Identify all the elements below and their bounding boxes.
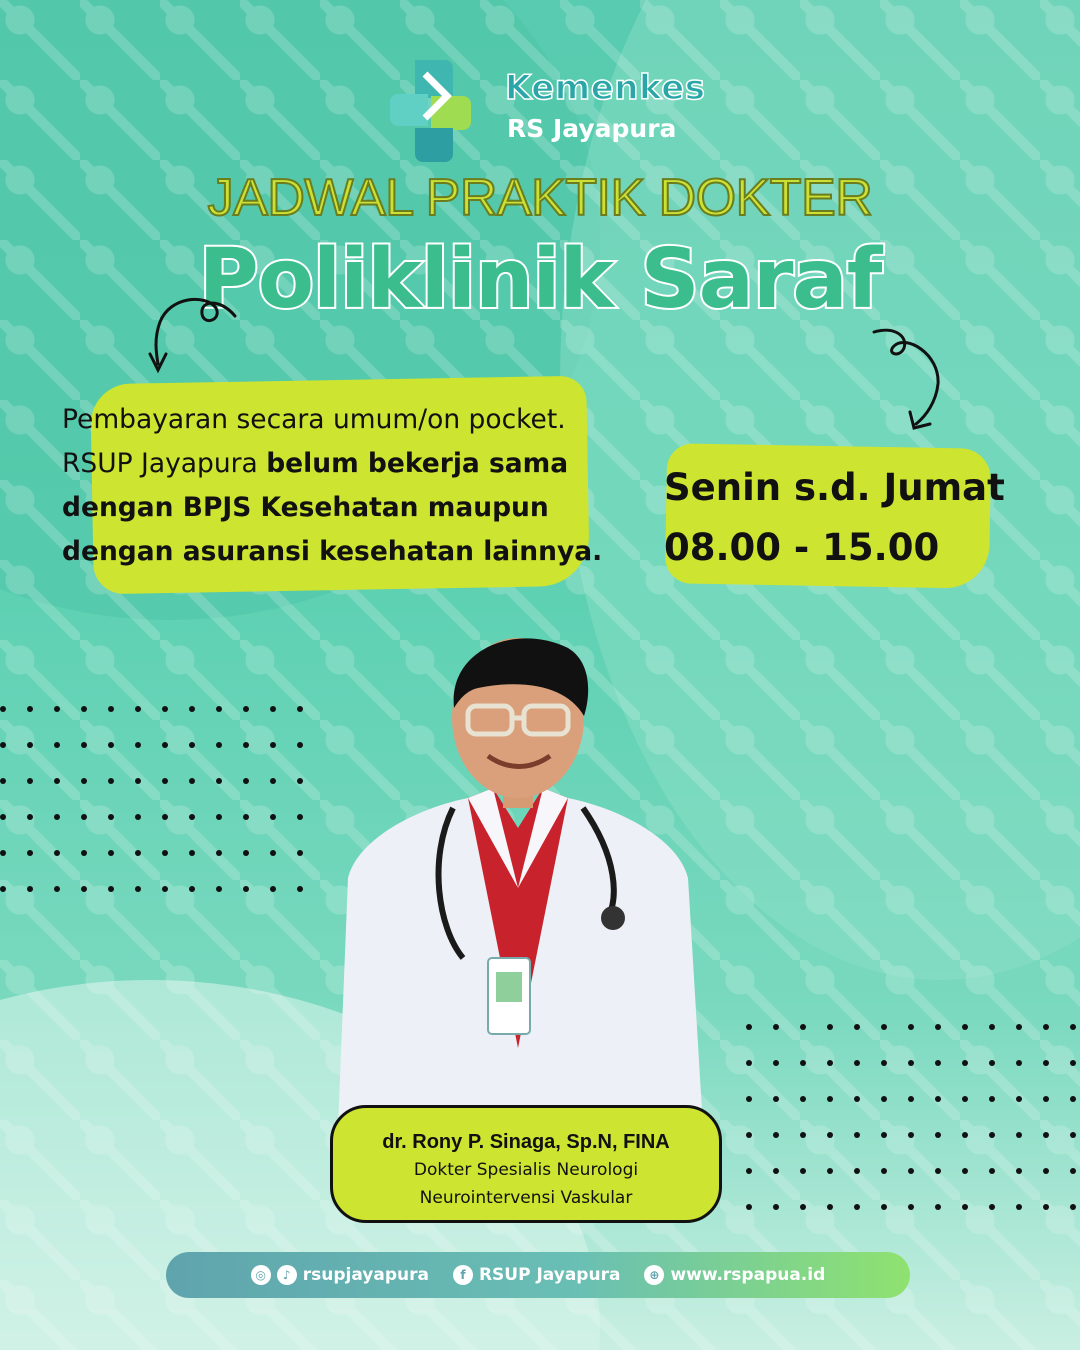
decor-dot <box>962 1168 968 1174</box>
decor-dot <box>81 886 87 892</box>
decor-dot <box>297 850 303 856</box>
decor-dot <box>989 1060 995 1066</box>
decor-dot <box>108 850 114 856</box>
logo-unit-text: RS Jayapura <box>507 114 677 143</box>
decor-dot <box>216 706 222 712</box>
decor-dot <box>216 850 222 856</box>
decor-dot <box>908 1096 914 1102</box>
kemenkes-logo <box>385 52 705 162</box>
decor-dot <box>773 1060 779 1066</box>
decor-dot <box>270 778 276 784</box>
decor-dot <box>1043 1132 1049 1138</box>
decor-dot <box>935 1024 941 1030</box>
schedule <box>664 458 1044 578</box>
decor-dot <box>962 1204 968 1210</box>
decor-dot <box>908 1204 914 1210</box>
decor-dot <box>800 1132 806 1138</box>
decor-dot <box>827 1168 833 1174</box>
doctor-specialty-1: Dokter Spesialis Neurologi <box>413 1160 639 1180</box>
globe-icon: ⊕ <box>644 1265 664 1285</box>
decor-dot <box>800 1168 806 1174</box>
tiktok-icon: ♪ <box>277 1265 297 1285</box>
decor-dot <box>1016 1168 1022 1174</box>
instagram-icon: ◎ <box>251 1265 271 1285</box>
payment-line-2-bold: belum bekerja sama <box>266 448 569 479</box>
decor-dot <box>935 1096 941 1102</box>
decor-dot <box>216 742 222 748</box>
decor-dot <box>908 1060 914 1066</box>
decor-dot <box>162 814 168 820</box>
facebook-icon: f <box>453 1265 473 1285</box>
decor-dot <box>1070 1060 1076 1066</box>
page-subtitle: JADWAL PRAKTIK DOKTER <box>207 169 873 227</box>
decor-dot <box>989 1024 995 1030</box>
decor-dot <box>1043 1024 1049 1030</box>
decor-dot <box>935 1060 941 1066</box>
decor-dot <box>0 778 6 784</box>
decor-dot <box>162 886 168 892</box>
decor-dot <box>827 1096 833 1102</box>
decor-dot <box>827 1204 833 1210</box>
decor-dot <box>135 706 141 712</box>
decor-dot <box>243 742 249 748</box>
decor-dot <box>27 886 33 892</box>
social-handle-text: rsupjayapura <box>302 1265 429 1285</box>
decor-dot <box>773 1096 779 1102</box>
decor-dot <box>854 1132 860 1138</box>
decor-dot <box>773 1132 779 1138</box>
decor-dot <box>881 1204 887 1210</box>
footer-bar <box>166 1252 910 1298</box>
decor-dot <box>1016 1096 1022 1102</box>
decor-dot <box>908 1024 914 1030</box>
decor-dot <box>189 850 195 856</box>
decor-dot <box>989 1096 995 1102</box>
decor-dot <box>962 1060 968 1066</box>
decor-dot <box>81 814 87 820</box>
decor-dot <box>81 742 87 748</box>
decor-dot <box>1016 1204 1022 1210</box>
decor-dot <box>746 1096 752 1102</box>
decor-dot <box>270 814 276 820</box>
payment-line-2-prefix: RSUP Jayapura <box>62 448 267 479</box>
decor-dot <box>0 886 6 892</box>
decor-dot <box>1016 1024 1022 1030</box>
schedule-days: Senin s.d. Jumat <box>664 466 1005 509</box>
payment-notice <box>62 398 622 574</box>
decor-dot <box>108 778 114 784</box>
decor-dot <box>1043 1060 1049 1066</box>
payment-line-2 <box>62 442 622 486</box>
schedule-hours: 08.00 - 15.00 <box>664 526 940 569</box>
decor-dot <box>773 1024 779 1030</box>
decor-dot <box>297 814 303 820</box>
doctor-name: dr. Rony P. Sinaga, Sp.N, FINA <box>382 1131 670 1153</box>
decor-dot <box>270 850 276 856</box>
website-link[interactable] <box>644 1265 825 1285</box>
decor-dot <box>827 1024 833 1030</box>
decor-dot <box>773 1204 779 1210</box>
decor-dot <box>54 778 60 784</box>
doctor-specialty-2: Neurointervensi Vaskular <box>419 1188 633 1208</box>
logo-brand-text: Kemenkes <box>505 68 706 108</box>
decor-dot <box>216 886 222 892</box>
doctor-photo <box>318 628 718 1128</box>
decor-dot <box>135 742 141 748</box>
decor-dot <box>746 1204 752 1210</box>
dot-grid-left <box>0 706 303 892</box>
decor-dot <box>189 742 195 748</box>
decor-dot <box>243 706 249 712</box>
decor-dot <box>243 850 249 856</box>
decor-dot <box>0 742 6 748</box>
decor-dot <box>135 778 141 784</box>
decor-dot <box>81 706 87 712</box>
decor-dot <box>216 778 222 784</box>
decor-dot <box>54 742 60 748</box>
decor-dot <box>746 1024 752 1030</box>
decor-dot <box>27 778 33 784</box>
facebook-link[interactable] <box>453 1265 620 1285</box>
decor-dot <box>108 814 114 820</box>
dot-grid-right <box>746 1024 1076 1210</box>
decor-dot <box>908 1132 914 1138</box>
decor-dot <box>1070 1168 1076 1174</box>
decor-dot <box>189 778 195 784</box>
decor-dot <box>27 742 33 748</box>
decor-dot <box>827 1132 833 1138</box>
decor-dot <box>270 742 276 748</box>
decor-dot <box>297 886 303 892</box>
decor-dot <box>0 814 6 820</box>
payment-line-1: Pembayaran secara umum/on pocket. <box>62 404 566 435</box>
decor-dot <box>935 1168 941 1174</box>
decor-dot <box>881 1132 887 1138</box>
decor-dot <box>989 1168 995 1174</box>
decor-dot <box>1070 1096 1076 1102</box>
website-text: www.rspapua.id <box>670 1265 826 1285</box>
decor-dot <box>827 1060 833 1066</box>
decor-dot <box>297 742 303 748</box>
decor-dot <box>0 706 6 712</box>
decor-dot <box>108 706 114 712</box>
payment-line-4-bold: dengan asuransi kesehatan lainnya. <box>62 536 603 567</box>
decor-dot <box>27 850 33 856</box>
decor-dot <box>746 1060 752 1066</box>
decor-dot <box>989 1204 995 1210</box>
decor-dot <box>108 886 114 892</box>
decor-dot <box>1043 1168 1049 1174</box>
decor-dot <box>1016 1060 1022 1066</box>
decor-dot <box>243 886 249 892</box>
decor-dot <box>881 1060 887 1066</box>
decor-dot <box>935 1204 941 1210</box>
decor-dot <box>216 814 222 820</box>
decor-dot <box>1043 1204 1049 1210</box>
decor-dot <box>854 1204 860 1210</box>
decor-dot <box>243 814 249 820</box>
decor-dot <box>54 706 60 712</box>
decor-dot <box>27 706 33 712</box>
decor-dot <box>962 1024 968 1030</box>
decor-dot <box>162 706 168 712</box>
decor-dot <box>135 886 141 892</box>
decor-dot <box>27 814 33 820</box>
payment-line-3-bold: dengan BPJS Kesehatan maupun <box>62 492 549 523</box>
decor-dot <box>0 850 6 856</box>
decor-dot <box>1043 1096 1049 1102</box>
decor-dot <box>54 814 60 820</box>
payment-line-3 <box>62 486 622 530</box>
decor-dot <box>881 1024 887 1030</box>
doctor-name-card <box>330 1105 722 1223</box>
decor-dot <box>1016 1132 1022 1138</box>
decor-dot <box>189 706 195 712</box>
decor-dot <box>800 1204 806 1210</box>
decor-dot <box>800 1096 806 1102</box>
decor-dot <box>243 778 249 784</box>
social-handle[interactable] <box>251 1265 429 1285</box>
decor-dot <box>935 1132 941 1138</box>
decor-dot <box>854 1024 860 1030</box>
decor-dot <box>54 850 60 856</box>
decor-dot <box>1070 1132 1076 1138</box>
decor-dot <box>81 850 87 856</box>
facebook-text: RSUP Jayapura <box>478 1265 621 1285</box>
decor-dot <box>189 886 195 892</box>
payment-line-4 <box>62 530 622 574</box>
decor-dot <box>297 778 303 784</box>
decor-dot <box>854 1168 860 1174</box>
decor-dot <box>108 742 114 748</box>
decor-dot <box>270 706 276 712</box>
decor-dot <box>162 742 168 748</box>
decor-dot <box>81 778 87 784</box>
decor-dot <box>989 1132 995 1138</box>
decor-dot <box>54 886 60 892</box>
decor-dot <box>881 1168 887 1174</box>
decor-dot <box>162 778 168 784</box>
decor-dot <box>135 850 141 856</box>
decor-dot <box>773 1168 779 1174</box>
curved-arrow-icon <box>140 292 250 382</box>
decor-dot <box>189 814 195 820</box>
decor-dot <box>162 850 168 856</box>
decor-dot <box>800 1060 806 1066</box>
decor-dot <box>1070 1204 1076 1210</box>
decor-dot <box>746 1132 752 1138</box>
decor-dot <box>135 814 141 820</box>
decor-dot <box>881 1096 887 1102</box>
decor-dot <box>854 1096 860 1102</box>
kemenkes-emblem-icon <box>385 52 495 162</box>
decor-dot <box>297 706 303 712</box>
decor-dot <box>854 1060 860 1066</box>
decor-dot <box>800 1024 806 1030</box>
page-title: Poliklinik Saraf <box>198 232 882 327</box>
decor-dot <box>746 1168 752 1174</box>
decor-dot <box>270 886 276 892</box>
decor-dot <box>1070 1024 1076 1030</box>
curved-arrow-icon <box>860 324 960 434</box>
decor-dot <box>908 1168 914 1174</box>
decor-dot <box>962 1096 968 1102</box>
decor-dot <box>962 1132 968 1138</box>
